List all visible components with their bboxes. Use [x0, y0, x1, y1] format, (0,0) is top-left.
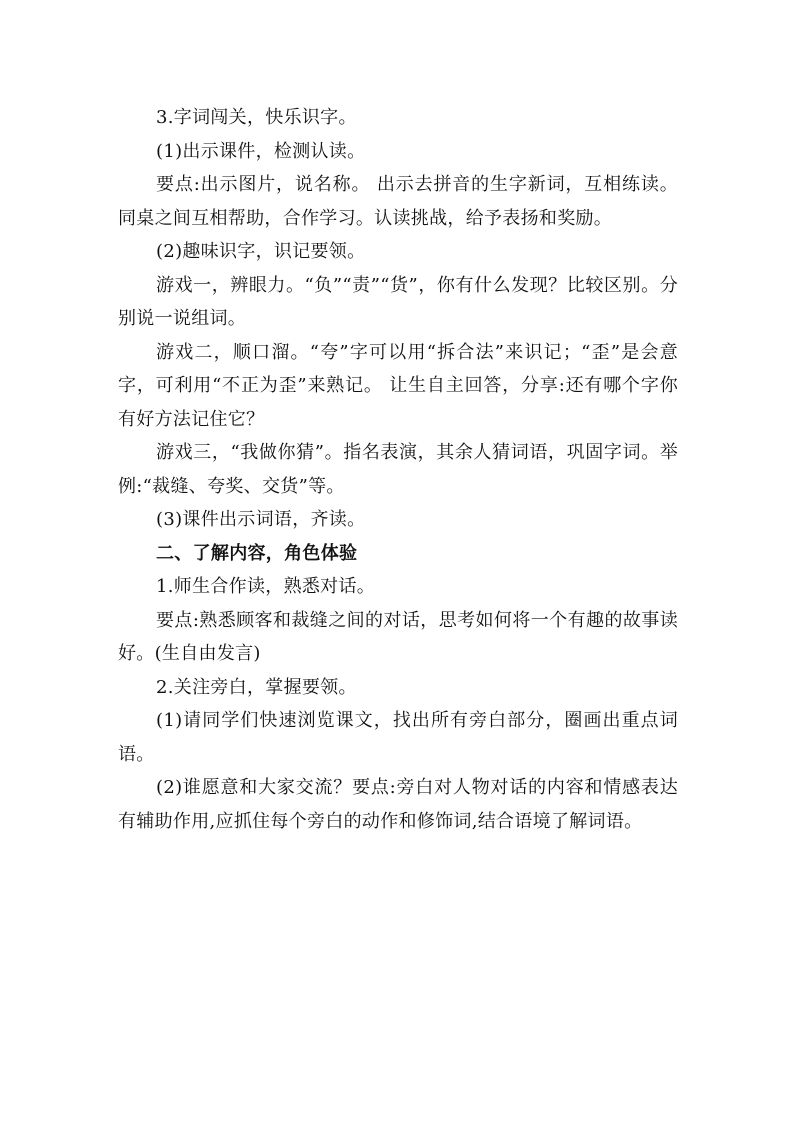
document-body — [118, 101, 678, 838]
paragraph: (3)课件出示词语，齐读。 — [156, 509, 366, 530]
paragraph: 2.关注旁白，掌握要领。 — [156, 676, 357, 698]
paragraph: (2)趣味识字，识记要领。 — [156, 241, 366, 262]
section-heading: 二、了解内容，角色体验 — [156, 542, 358, 564]
paragraph: 游戏二，顺口溜。“夸”字可以用“拆合法”来识记；“歪”是会意字，可利用“不正为歪”来熟记。 让生自主回答，分享:还有哪个字你有好方法记住它？ — [118, 341, 678, 430]
paragraph: (2)谁愿意和大家交流？要点:旁白对人物对话的内容和情感表达有辅助作用,应抓住每个旁白的动作和修饰词,结合语境了解词语。 — [118, 777, 678, 832]
paragraph: 要点:熟悉顾客和裁缝之间的对话，思考如何将一个有趣的故事读好。(生自由发言) — [118, 609, 678, 664]
paragraph: 1.师生合作读，熟悉对话。 — [156, 576, 376, 597]
paragraph: (1)请同学们快速浏览课文，找出所有旁白部分，圈画出重点词语。 — [118, 710, 678, 765]
paragraph: (1)出示课件，检测认读。 — [156, 140, 366, 162]
paragraph: 3.字词闯关，快乐识字。 — [156, 107, 357, 128]
paragraph: 游戏三，“我做你猜”。指名表演，其余人猜词语，巩固字词。举例:“裁缝、夸奖、交货”等。 — [118, 442, 678, 497]
paragraph: 游戏一，辨眼力。“负”“责”“货”，你有什么发现？比较区别。分别说一说组词。 — [118, 274, 678, 329]
paragraph: 要点:出示图片，说名称。 出示去拼音的生字新词，互相练读。同桌之间互相帮助，合作学习。认读挑战，给予表扬和奖励。 — [118, 174, 678, 229]
